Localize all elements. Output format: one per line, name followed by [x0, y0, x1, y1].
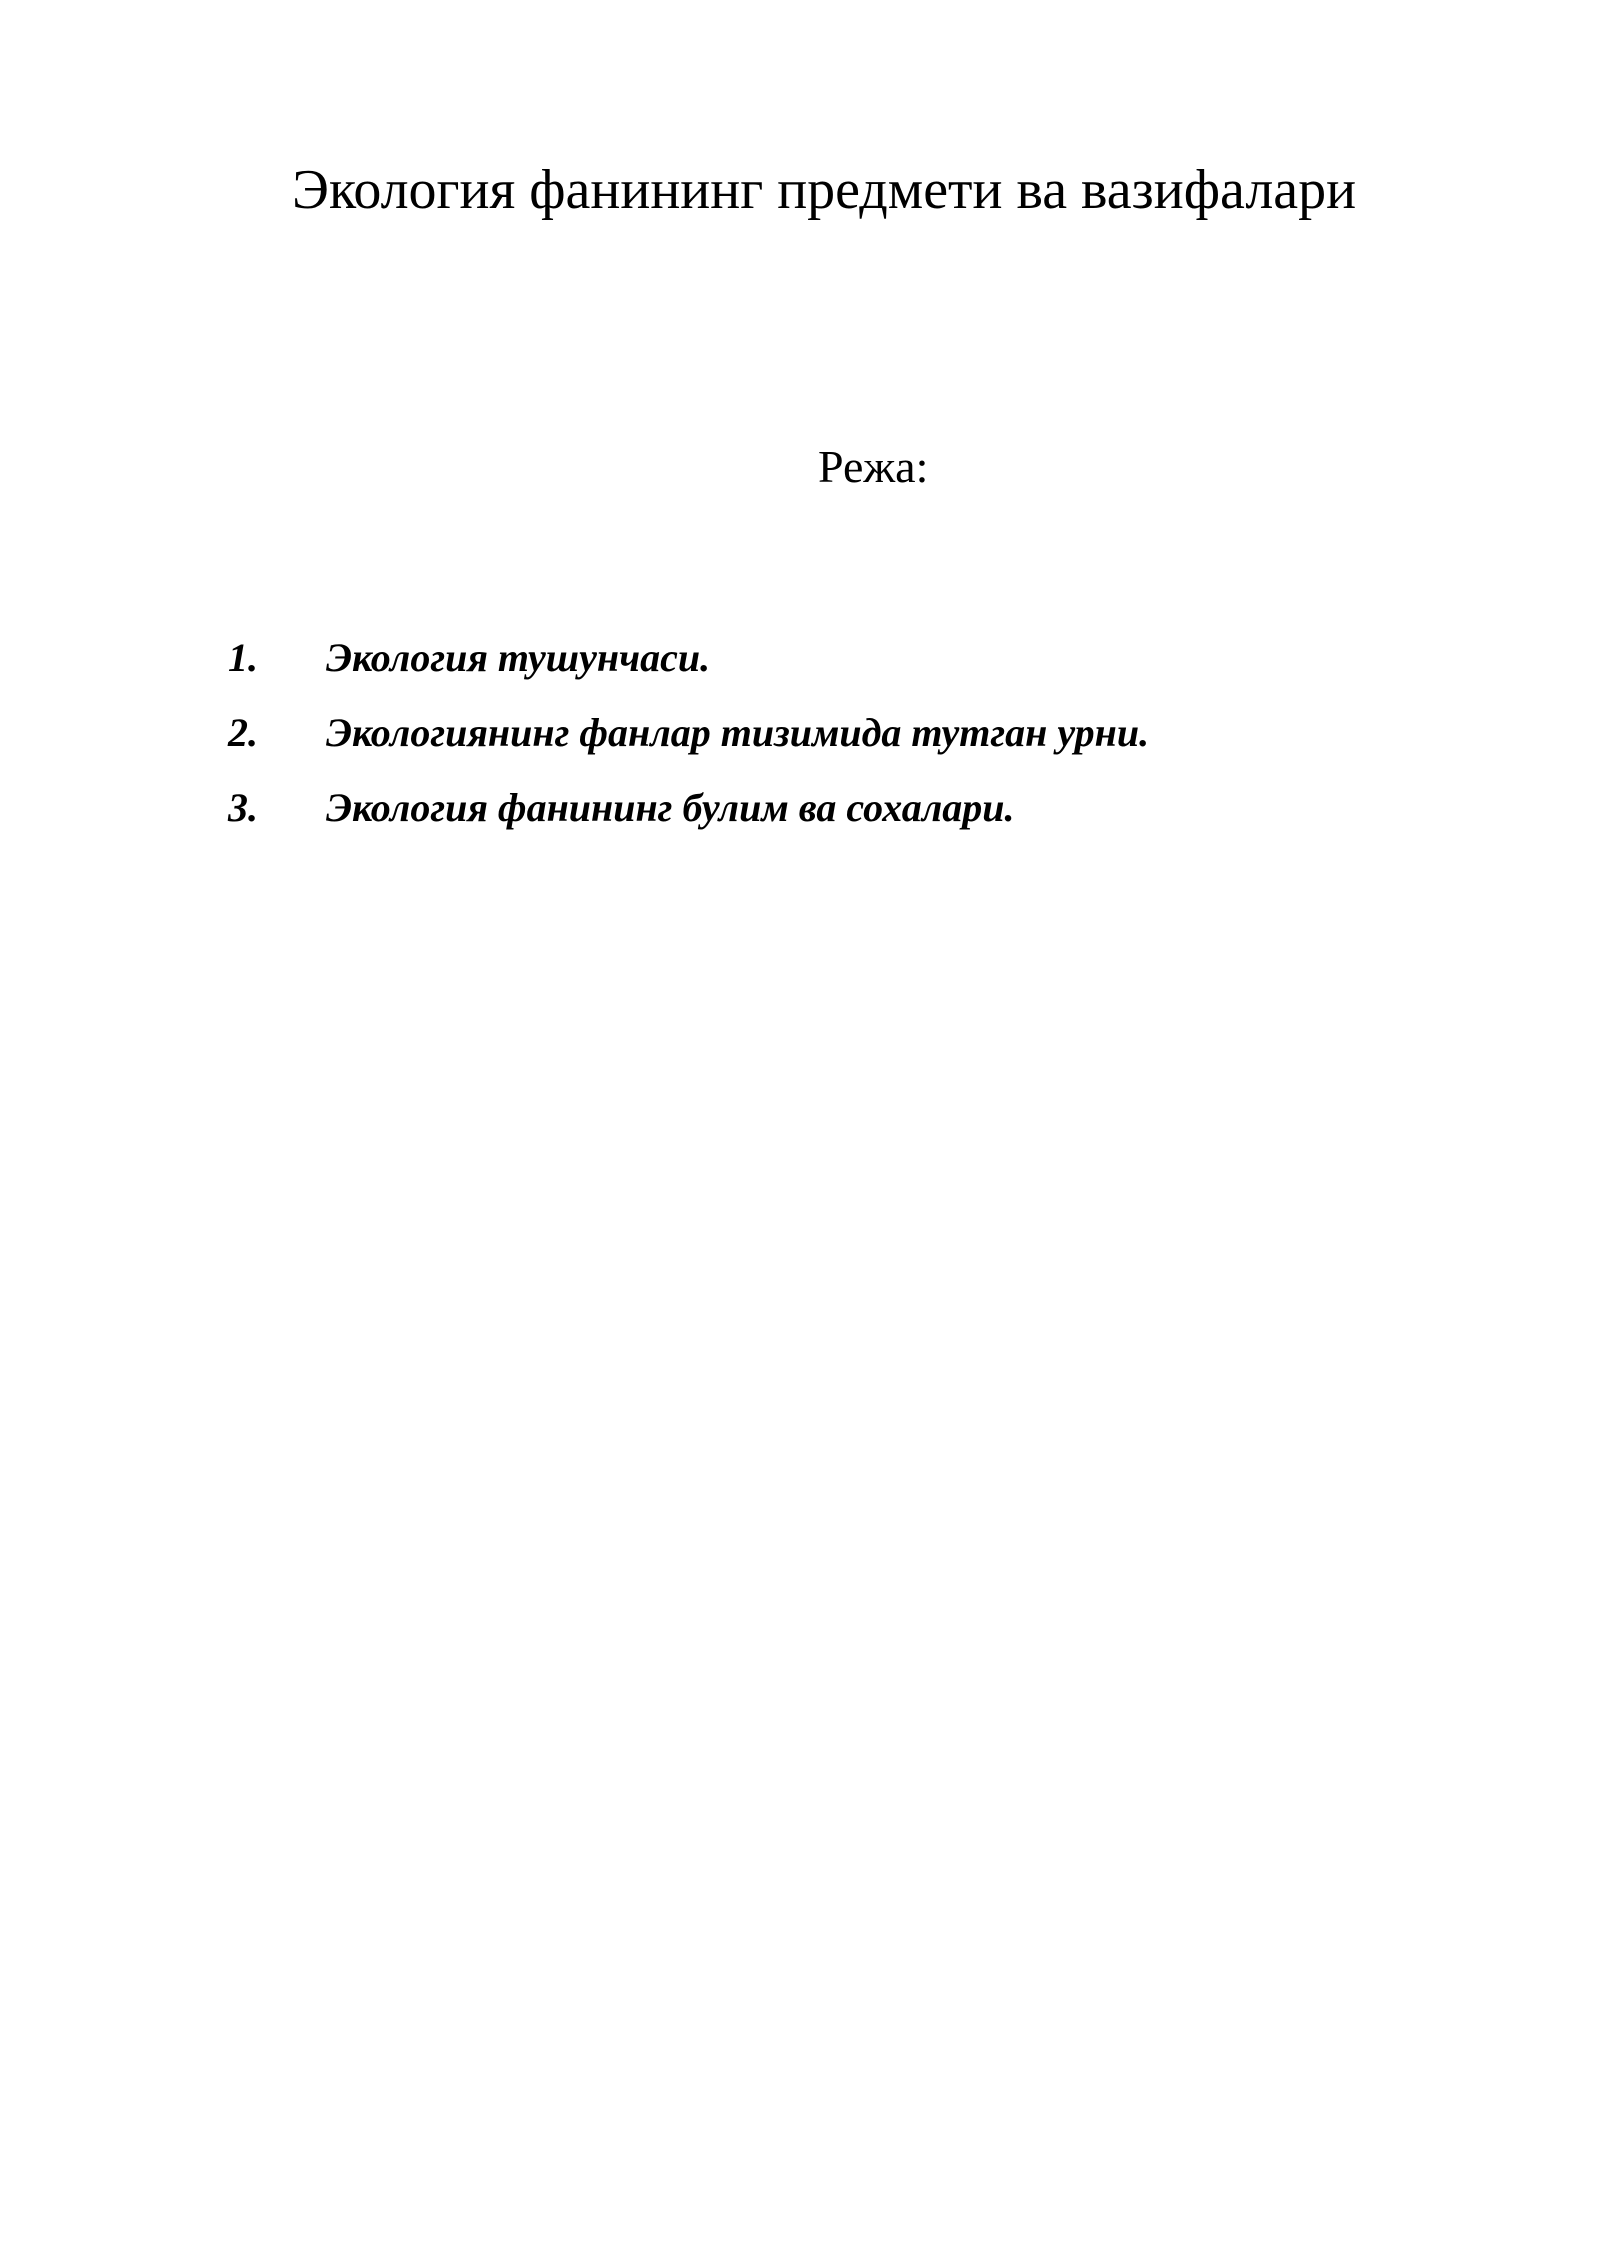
document-title: Экология фанининг предмети ва вазифалари — [292, 159, 1357, 221]
plan-item-number: 1. — [228, 635, 258, 680]
plan-item-text: Экология тушунчаси. — [326, 635, 711, 680]
plan-item-text: Экологиянинг фанлар тизимида тутган урни. — [326, 710, 1150, 755]
plan-item — [228, 695, 1149, 770]
plan-item — [228, 770, 1149, 845]
plan-heading: Режа: — [818, 441, 929, 492]
plan-item-number: 3. — [228, 785, 258, 830]
plan-item-number: 2. — [228, 710, 258, 755]
plan-list — [228, 620, 1149, 845]
plan-item-text: Экология фанининг булим ва сохалари. — [326, 785, 1015, 830]
plan-item — [228, 620, 1149, 695]
